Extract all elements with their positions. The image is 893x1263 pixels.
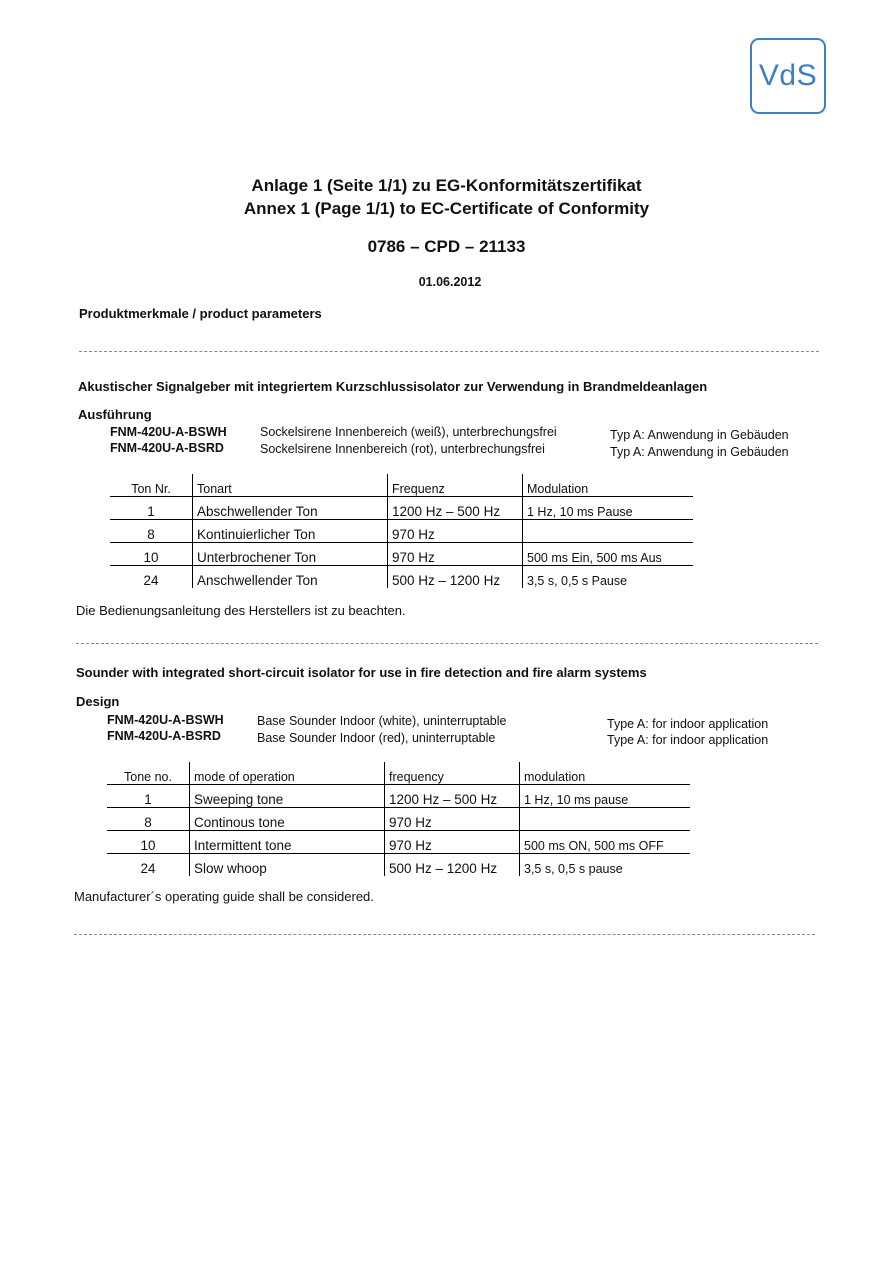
- divider: [74, 934, 815, 935]
- table-row: [107, 785, 690, 808]
- table-cell: 10: [107, 831, 190, 854]
- table-cell: 1 Hz, 10 ms Pause: [523, 497, 694, 520]
- table-row: [110, 520, 693, 543]
- model-code: FNM-420U-A-BSRD: [107, 729, 221, 743]
- model-type: Typ A: Anwendung in Gebäuden: [610, 445, 789, 459]
- model-code: FNM-420U-A-BSRD: [110, 441, 224, 455]
- table-cell: 24: [140, 861, 156, 876]
- table-cell: 1200 Hz – 500 Hz: [388, 497, 523, 520]
- divider: [76, 643, 818, 644]
- vds-logo: VdS: [750, 38, 826, 114]
- operating-note-en: Manufacturer´s operating guide shall be considered.: [74, 889, 374, 904]
- tone-table-de: [110, 474, 693, 588]
- tone-table-en: [107, 762, 690, 876]
- model-type: Type A: for indoor application: [607, 733, 769, 747]
- title-german: Anlage 1 (Seite 1/1) zu EG-Konformitätszertifikat: [251, 176, 642, 195]
- table-cell: Anschwellender Ton: [193, 566, 388, 589]
- model-description: Base Sounder Indoor (red), uninterruptable: [257, 731, 496, 745]
- table-cell: 10: [110, 543, 193, 566]
- table-cell: 1: [110, 497, 193, 520]
- model-description: Base Sounder Indoor (white), uninterruptable: [257, 714, 507, 728]
- certificate-number: 0786 – CPD – 21133: [367, 237, 526, 256]
- table-cell: 500 Hz – 1200 Hz: [388, 566, 523, 589]
- table-header: modulation: [520, 762, 691, 785]
- table-cell: 970 Hz: [385, 808, 520, 831]
- table-row: [107, 808, 690, 831]
- table-row: [107, 854, 690, 877]
- table-cell: 500 Hz – 1200 Hz: [385, 854, 520, 877]
- table-header: Tone no.: [107, 762, 190, 785]
- table-cell: 8: [107, 808, 190, 831]
- table-header: mode of operation: [190, 762, 385, 785]
- table-header: frequency: [385, 762, 520, 785]
- divider: [79, 351, 819, 352]
- title-english: Annex 1 (Page 1/1) to EC-Certificate of Conformity: [243, 199, 650, 218]
- certificate-date: 01.06.2012: [418, 275, 482, 289]
- section-heading-en: Sounder with integrated short-circuit isolator for use in fire detection and fire alarm systems: [76, 665, 647, 680]
- table-cell: Kontinuierlicher Ton: [193, 520, 388, 543]
- table-cell: 24: [143, 573, 159, 588]
- table-cell: Intermittent tone: [190, 831, 385, 854]
- model-code: FNM-420U-A-BSWH: [110, 425, 227, 439]
- table-cell: 970 Hz: [385, 831, 520, 854]
- table-row: [110, 566, 693, 589]
- table-header: Tonart: [193, 474, 388, 497]
- model-description: Sockelsirene Innenbereich (weiß), unterbrechungsfrei: [260, 425, 557, 439]
- table-row: [110, 497, 693, 520]
- table-cell: Continous tone: [190, 808, 385, 831]
- table-cell: 1200 Hz – 500 Hz: [385, 785, 520, 808]
- table-cell: Abschwellender Ton: [193, 497, 388, 520]
- table-cell: 1: [107, 785, 190, 808]
- model-code: FNM-420U-A-BSWH: [107, 713, 224, 727]
- model-type: Typ A: Anwendung in Gebäuden: [610, 428, 789, 442]
- table-cell: [523, 520, 694, 543]
- table-cell: 1 Hz, 10 ms pause: [520, 785, 691, 808]
- model-type: Type A: for indoor application: [607, 717, 769, 731]
- table-row: [110, 543, 693, 566]
- table-cell: [520, 808, 691, 831]
- table-row: [107, 831, 690, 854]
- table-cell: Slow whoop: [190, 854, 385, 877]
- table-header: Ton Nr.: [110, 474, 193, 497]
- table-cell: 3,5 s, 0,5 s Pause: [523, 566, 694, 589]
- table-cell: Unterbrochener Ton: [193, 543, 388, 566]
- table-cell: 3,5 s, 0,5 s pause: [520, 854, 691, 877]
- table-cell: 970 Hz: [388, 520, 523, 543]
- design-label-en: Design: [76, 694, 120, 709]
- table-cell: 970 Hz: [388, 543, 523, 566]
- table-cell: 8: [110, 520, 193, 543]
- table-header: Frequenz: [388, 474, 523, 497]
- table-cell: 500 ms Ein, 500 ms Aus: [523, 543, 694, 566]
- section-heading-de: Akustischer Signalgeber mit integriertem Kurzschlussisolator zur Verwendung in Brandmeldeanlagen: [78, 379, 708, 394]
- table-header: Modulation: [523, 474, 694, 497]
- operating-note-de: Die Bedienungsanleitung des Herstellers ist zu beachten.: [76, 603, 406, 618]
- model-description: Sockelsirene Innenbereich (rot), unterbrechungsfrei: [260, 442, 545, 456]
- product-parameters-label: Produktmerkmale / product parameters: [79, 306, 322, 321]
- table-cell: Sweeping tone: [190, 785, 385, 808]
- design-label-de: Ausführung: [78, 407, 152, 422]
- table-cell: 500 ms ON, 500 ms OFF: [520, 831, 691, 854]
